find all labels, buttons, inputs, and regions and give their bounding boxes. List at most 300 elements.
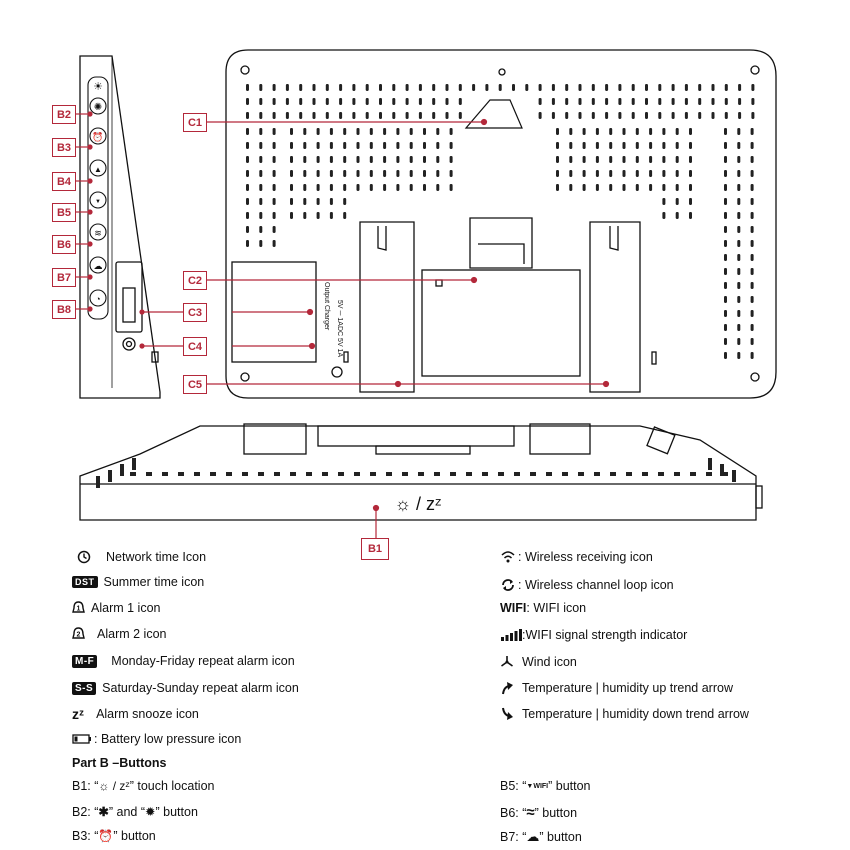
- vent-hole: [392, 98, 395, 105]
- vent-hole: [569, 128, 572, 135]
- vent-hole: [658, 112, 661, 119]
- vent-hole: [423, 170, 426, 177]
- vent-hole: [485, 84, 488, 91]
- vent-hole: [579, 84, 582, 91]
- vent-hole: [724, 240, 727, 247]
- vent-hole: [246, 112, 249, 119]
- vent-hole: [583, 156, 586, 163]
- bottom-slot: [210, 472, 216, 476]
- vent-hole: [396, 156, 399, 163]
- bottom-slot: [706, 472, 712, 476]
- vent-hole: [662, 184, 665, 191]
- vent-hole: [751, 198, 754, 205]
- touch-location-glyph: ☼ / zᶻ: [394, 494, 442, 514]
- vent-hole: [259, 128, 262, 135]
- vent-hole: [737, 282, 740, 289]
- bottom-slot: [514, 472, 520, 476]
- vent-hole: [618, 112, 621, 119]
- vent-hole: [737, 212, 740, 219]
- vent-hole: [596, 170, 599, 177]
- vent-hole: [370, 142, 373, 149]
- vent-hole: [751, 226, 754, 233]
- vent-hole: [459, 84, 462, 91]
- vent-hole: [273, 156, 276, 163]
- vent-hole: [259, 170, 262, 177]
- vent-hole: [259, 212, 262, 219]
- svg-text:DC 5V 1A: DC 5V 1A: [336, 326, 343, 358]
- vent-hole: [689, 156, 692, 163]
- vent-hole: [649, 156, 652, 163]
- vent-hole: [596, 156, 599, 163]
- bottom-slot: [338, 472, 344, 476]
- bottom-slot: [386, 472, 392, 476]
- callout-b2: B2: [52, 105, 76, 124]
- vent-hole: [579, 98, 582, 105]
- callout-b3: B3: [52, 138, 76, 157]
- svg-text:◔: ◔: [95, 294, 101, 304]
- vent-hole: [724, 282, 727, 289]
- vent-hole: [410, 170, 413, 177]
- vent-hole: [432, 84, 435, 91]
- vent-hole: [326, 98, 329, 105]
- bottom-slot: [226, 472, 232, 476]
- vent-hole: [662, 142, 665, 149]
- vent-hole: [436, 142, 439, 149]
- vent-hole: [645, 98, 648, 105]
- vent-hole: [246, 212, 249, 219]
- callout-b8: B8: [52, 300, 76, 319]
- vent-hole: [583, 170, 586, 177]
- svg-text:✺: ✺: [93, 102, 103, 113]
- vent-hole: [446, 84, 449, 91]
- network-time-icon: [72, 550, 96, 564]
- vent-hole: [259, 84, 262, 91]
- vent-hole: [618, 84, 621, 91]
- bottom-slot: [178, 472, 184, 476]
- vent-hole: [737, 352, 740, 359]
- vent-hole: [259, 98, 262, 105]
- vent-hole: [419, 84, 422, 91]
- vent-hole: [556, 128, 559, 135]
- vent-hole: [246, 184, 249, 191]
- vent-hole: [379, 98, 382, 105]
- vent-hole: [645, 112, 648, 119]
- vent-hole: [286, 112, 289, 119]
- vent-hole: [317, 142, 320, 149]
- vent-hole: [751, 84, 754, 91]
- vent-hole: [419, 98, 422, 105]
- bottom-slot: [450, 472, 456, 476]
- vent-hole: [357, 184, 360, 191]
- vent-hole: [724, 296, 727, 303]
- wind-icon: [500, 655, 514, 669]
- vent-hole: [724, 268, 727, 275]
- vent-hole: [583, 142, 586, 149]
- vent-hole: [317, 212, 320, 219]
- vent-hole: [525, 84, 528, 91]
- bottom-slot: [546, 472, 552, 476]
- bottom-slot: [434, 472, 440, 476]
- callout-c2: C2: [183, 271, 207, 290]
- vent-hole: [539, 112, 542, 119]
- vent-hole: [751, 98, 754, 105]
- vent-hole: [410, 128, 413, 135]
- callout-b7: B7: [52, 268, 76, 287]
- vent-hole: [685, 98, 688, 105]
- vent-hole: [751, 142, 754, 149]
- vent-hole: [592, 112, 595, 119]
- vent-hole: [366, 112, 369, 119]
- vent-hole: [343, 212, 346, 219]
- legend-wireless-loop: : Wireless channel loop icon: [500, 577, 674, 593]
- vent-hole: [383, 170, 386, 177]
- bottom-slot: [720, 464, 724, 476]
- button-desc-b1: B1: “ ☼ / zᶻ ” touch location: [72, 779, 215, 793]
- vent-hole: [689, 184, 692, 191]
- vent-hole: [583, 184, 586, 191]
- vent-hole: [436, 170, 439, 177]
- vent-hole: [459, 112, 462, 119]
- svg-text:▼: ▼: [95, 199, 101, 205]
- vent-hole: [330, 170, 333, 177]
- bottom-slot: [498, 472, 504, 476]
- vent-hole: [343, 184, 346, 191]
- svg-text:Output Charger: Output Charger: [323, 282, 330, 331]
- vent-hole: [632, 98, 635, 105]
- vent-hole: [689, 128, 692, 135]
- vent-hole: [737, 324, 740, 331]
- vent-hole: [410, 156, 413, 163]
- svg-text:⏰: ⏰: [92, 132, 104, 142]
- vent-hole: [605, 112, 608, 119]
- vent-hole: [357, 170, 360, 177]
- svg-text:▲: ▲: [94, 165, 102, 174]
- vent-hole: [303, 212, 306, 219]
- vent-hole: [724, 310, 727, 317]
- vent-hole: [724, 156, 727, 163]
- vent-hole: [751, 338, 754, 345]
- vent-hole: [689, 170, 692, 177]
- vent-hole: [738, 98, 741, 105]
- mon-fri-icon: M-F: [72, 655, 97, 668]
- brightness-alt-icon: ✹: [145, 805, 156, 819]
- vent-hole: [662, 212, 665, 219]
- vent-hole: [343, 170, 346, 177]
- vent-hole: [672, 112, 675, 119]
- callout-b1: B1: [361, 538, 389, 560]
- vent-hole: [290, 198, 293, 205]
- vent-hole: [450, 184, 453, 191]
- vent-hole: [676, 142, 679, 149]
- bottom-slot: [120, 464, 124, 476]
- vent-hole: [556, 156, 559, 163]
- vent-hole: [712, 112, 715, 119]
- vent-hole: [499, 84, 502, 91]
- vent-hole: [259, 240, 262, 247]
- vent-hole: [313, 84, 316, 91]
- vent-hole: [286, 84, 289, 91]
- vent-hole: [737, 170, 740, 177]
- button-desc-b2: B2: “ ✱ ” and “ ✹ ” button: [72, 804, 198, 819]
- bottom-slot: [674, 472, 680, 476]
- legend-trend-down: Temperature | humidity down trend arrow: [500, 707, 749, 721]
- button-desc-b3: B3: “ ⏰ ” button: [72, 829, 156, 843]
- vent-hole: [299, 112, 302, 119]
- vent-hole: [725, 84, 728, 91]
- vent-hole: [596, 142, 599, 149]
- vent-hole: [392, 84, 395, 91]
- vent-hole: [609, 128, 612, 135]
- vent-hole: [370, 156, 373, 163]
- vent-hole: [299, 84, 302, 91]
- vent-hole: [737, 338, 740, 345]
- vent-hole: [273, 98, 276, 105]
- vent-hole: [658, 84, 661, 91]
- vent-hole: [459, 98, 462, 105]
- vent-hole: [410, 142, 413, 149]
- vent-hole: [685, 112, 688, 119]
- bottom-slot: [402, 472, 408, 476]
- bottom-slot: [274, 472, 280, 476]
- vent-hole: [737, 156, 740, 163]
- vent-hole: [286, 98, 289, 105]
- vent-hole: [450, 156, 453, 163]
- vent-hole: [676, 198, 679, 205]
- bottom-slot: [132, 458, 136, 470]
- vent-hole: [689, 198, 692, 205]
- vent-hole: [392, 112, 395, 119]
- vent-hole: [636, 156, 639, 163]
- vent-hole: [419, 112, 422, 119]
- vent-hole: [273, 226, 276, 233]
- vent-hole: [751, 170, 754, 177]
- vent-hole: [423, 156, 426, 163]
- svg-text:☀: ☀: [93, 81, 103, 93]
- vent-hole: [698, 112, 701, 119]
- vent-hole: [330, 198, 333, 205]
- vent-hole: [596, 184, 599, 191]
- vent-hole: [410, 184, 413, 191]
- callout-b4: B4: [52, 172, 76, 191]
- vent-hole: [737, 240, 740, 247]
- vent-hole: [303, 128, 306, 135]
- alarm-icon: ⏰: [98, 829, 114, 843]
- bottom-slot: [418, 472, 424, 476]
- vent-hole: [246, 128, 249, 135]
- vent-hole: [303, 198, 306, 205]
- vent-hole: [326, 84, 329, 91]
- bottom-slot: [258, 472, 264, 476]
- vent-hole: [330, 212, 333, 219]
- vent-hole: [662, 128, 665, 135]
- vent-hole: [339, 84, 342, 91]
- vent-hole: [383, 142, 386, 149]
- vent-hole: [246, 142, 249, 149]
- vent-hole: [623, 156, 626, 163]
- vent-hole: [737, 268, 740, 275]
- vent-hole: [676, 128, 679, 135]
- vent-hole: [552, 112, 555, 119]
- vent-hole: [623, 142, 626, 149]
- bottom-slot: [290, 472, 296, 476]
- vent-hole: [689, 142, 692, 149]
- vent-hole: [330, 184, 333, 191]
- vent-hole: [259, 112, 262, 119]
- bottom-slot: [642, 472, 648, 476]
- vent-hole: [366, 98, 369, 105]
- vent-hole: [676, 156, 679, 163]
- alarm-1-icon: [72, 601, 85, 615]
- battery-low-icon: [72, 734, 92, 744]
- button-desc-b5: B5: “ ▼WIFI ” button: [500, 779, 591, 793]
- wifi-text-icon: WIFI: [500, 601, 527, 615]
- weather-cloud-icon: ☁: [526, 829, 540, 844]
- svg-text:1: 1: [76, 605, 81, 613]
- bottom-slot: [732, 470, 736, 482]
- vent-hole: [396, 142, 399, 149]
- vent-hole: [592, 84, 595, 91]
- vent-hole: [738, 112, 741, 119]
- vent-hole: [273, 198, 276, 205]
- vent-hole: [406, 112, 409, 119]
- legend-alarm-1: 1 Alarm 1 icon: [72, 601, 160, 615]
- vent-hole: [290, 184, 293, 191]
- vent-hole: [636, 184, 639, 191]
- vent-hole: [357, 128, 360, 135]
- vent-hole: [317, 156, 320, 163]
- bottom-slot: [354, 472, 360, 476]
- wifi-down-icon: ▼WIFI: [526, 782, 549, 790]
- vent-hole: [406, 84, 409, 91]
- bottom-slot: [578, 472, 584, 476]
- bottom-slot: [708, 458, 712, 470]
- vent-hole: [396, 170, 399, 177]
- bottom-slot: [482, 472, 488, 476]
- callout-c3: C3: [183, 303, 207, 322]
- bottom-slot: [96, 476, 100, 488]
- vent-hole: [396, 184, 399, 191]
- signal-strength-icon: [500, 629, 522, 641]
- vent-hole: [737, 310, 740, 317]
- callout-c1: C1: [183, 113, 207, 132]
- bottom-slot: [306, 472, 312, 476]
- vent-hole: [366, 84, 369, 91]
- vent-hole: [436, 156, 439, 163]
- vent-hole: [751, 310, 754, 317]
- vent-hole: [556, 184, 559, 191]
- vent-hole: [273, 170, 276, 177]
- vent-hole: [565, 98, 568, 105]
- vent-hole: [290, 142, 293, 149]
- vent-hole: [259, 226, 262, 233]
- bottom-slot: [370, 472, 376, 476]
- bottom-slot: [530, 472, 536, 476]
- vent-hole: [539, 98, 542, 105]
- vent-hole: [737, 226, 740, 233]
- vent-hole: [738, 84, 741, 91]
- sat-sun-icon: S-S: [72, 682, 96, 695]
- vent-hole: [724, 170, 727, 177]
- vent-hole: [343, 198, 346, 205]
- vent-hole: [352, 98, 355, 105]
- vent-hole: [724, 128, 727, 135]
- vent-hole: [609, 184, 612, 191]
- vent-hole: [406, 98, 409, 105]
- vent-hole: [592, 98, 595, 105]
- vent-hole: [273, 84, 276, 91]
- vent-hole: [303, 184, 306, 191]
- vent-hole: [246, 156, 249, 163]
- vent-hole: [596, 128, 599, 135]
- vent-hole: [259, 156, 262, 163]
- vent-hole: [472, 84, 475, 91]
- vent-holes: [246, 84, 754, 359]
- vent-hole: [725, 98, 728, 105]
- vent-hole: [724, 352, 727, 359]
- vent-hole: [512, 84, 515, 91]
- vent-hole: [317, 170, 320, 177]
- svg-text:☁: ☁: [93, 261, 103, 271]
- vent-hole: [432, 112, 435, 119]
- vent-hole: [259, 198, 262, 205]
- vent-hole: [605, 98, 608, 105]
- vent-hole: [246, 98, 249, 105]
- bottom-slot: [130, 472, 136, 476]
- vent-hole: [290, 128, 293, 135]
- vent-hole: [751, 212, 754, 219]
- vent-hole: [724, 212, 727, 219]
- vent-hole: [330, 142, 333, 149]
- vent-hole: [450, 142, 453, 149]
- vent-hole: [246, 198, 249, 205]
- trend-up-icon: [500, 681, 514, 695]
- vent-hole: [343, 156, 346, 163]
- vent-hole: [450, 170, 453, 177]
- vent-hole: [618, 98, 621, 105]
- vent-hole: [751, 156, 754, 163]
- button-desc-b6: B6: “ ≈ ” button: [500, 804, 578, 821]
- vent-hole: [689, 212, 692, 219]
- legend-wind: Wind icon: [500, 655, 577, 669]
- vent-hole: [636, 128, 639, 135]
- vent-hole: [751, 184, 754, 191]
- vent-hole: [450, 128, 453, 135]
- vent-hole: [724, 198, 727, 205]
- vent-hole: [724, 142, 727, 149]
- vent-hole: [751, 128, 754, 135]
- bottom-slot: [690, 472, 696, 476]
- vent-hole: [423, 142, 426, 149]
- vent-hole: [737, 254, 740, 261]
- vent-hole: [379, 84, 382, 91]
- vent-hole: [556, 170, 559, 177]
- vent-hole: [317, 184, 320, 191]
- vent-hole: [712, 84, 715, 91]
- vent-hole: [343, 128, 346, 135]
- vent-hole: [724, 338, 727, 345]
- vent-hole: [751, 240, 754, 247]
- vent-hole: [259, 184, 262, 191]
- wireless-loop-icon: [500, 577, 516, 593]
- dst-icon: DST: [72, 576, 98, 588]
- vent-hole: [352, 112, 355, 119]
- bottom-slot: [594, 472, 600, 476]
- vent-hole: [552, 98, 555, 105]
- vent-hole: [273, 142, 276, 149]
- legend-trend-up: Temperature | humidity up trend arrow: [500, 681, 733, 695]
- vent-hole: [649, 128, 652, 135]
- vent-hole: [737, 184, 740, 191]
